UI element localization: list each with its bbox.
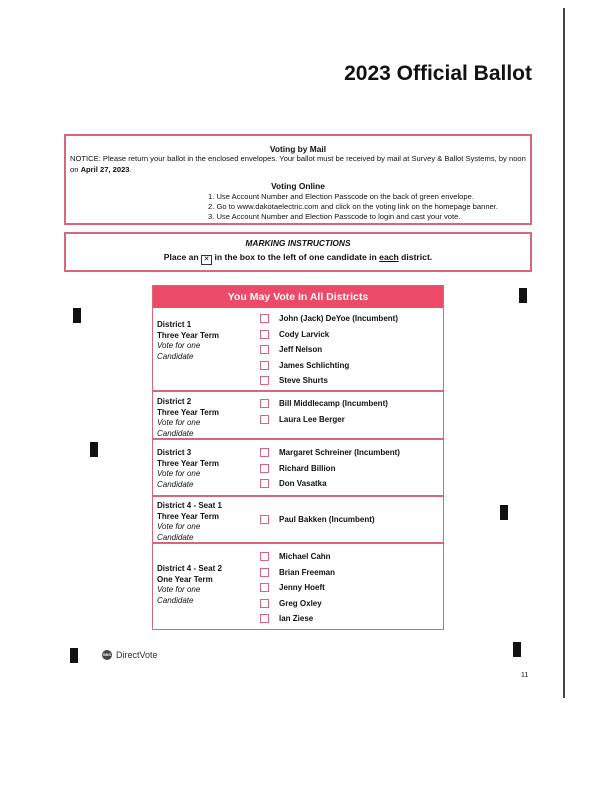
ballot-banner: You May Vote In All Districts [153, 286, 443, 308]
vote-checkbox[interactable] [260, 599, 269, 608]
vote-checkbox[interactable] [260, 515, 269, 524]
candidate-name: Bill Middlecamp (Incumbent) [279, 399, 388, 409]
vote-instruction: Candidate [157, 428, 194, 438]
redaction-mark [90, 442, 98, 457]
district-term: One Year Term [157, 574, 213, 584]
candidate-row[interactable] [260, 412, 388, 428]
candidate-row[interactable] [260, 476, 400, 492]
page-title: 2023 Official Ballot [344, 62, 532, 85]
candidate-name: Paul Bakken (Incumbent) [279, 515, 375, 525]
online-step: 2. Go to www.dakotaelectric.com and click on the voting link on the homepage banner. [208, 202, 498, 212]
vote-instruction: Candidate [157, 479, 194, 489]
candidate-name: Michael Cahn [279, 552, 331, 562]
candidate-name: Brian Freeman [279, 567, 336, 577]
district-info [157, 320, 219, 362]
candidate-row[interactable] [260, 512, 375, 528]
vote-checkbox[interactable] [260, 464, 269, 473]
vote-instruction: Vote for one [157, 418, 201, 427]
district-name: District 4 - Seat 1 [157, 501, 222, 510]
district-info [157, 448, 219, 490]
district-term: Three Year Term [157, 511, 219, 521]
marking-heading: MARKING INSTRUCTIONS [245, 238, 351, 248]
candidate-list [260, 396, 388, 427]
candidate-row[interactable] [260, 549, 335, 565]
candidate-row[interactable] [260, 311, 398, 327]
vote-checkbox[interactable] [260, 345, 269, 354]
district-info [157, 397, 219, 439]
page-edge-line [563, 8, 565, 698]
candidate-list [260, 445, 400, 492]
district-term: Three Year Term [157, 458, 219, 468]
vote-instruction: Candidate [157, 595, 194, 605]
district-section [153, 390, 443, 438]
district-name: District 2 [157, 397, 192, 406]
x-box-icon: ✕ [201, 255, 212, 265]
district-name: District 4 - Seat 2 [157, 564, 222, 573]
candidate-row[interactable] [260, 596, 335, 612]
district-section [153, 308, 443, 390]
candidate-row[interactable] [260, 327, 398, 343]
logo-badge-icon: SBS [102, 650, 112, 660]
district-info [157, 564, 222, 606]
district-name: District 3 [157, 448, 192, 457]
candidate-list [260, 311, 398, 389]
marking-text [66, 252, 530, 265]
online-step: 1. Use Account Number and Election Passcode on the back of green envelope. [208, 191, 474, 201]
vote-checkbox[interactable] [260, 448, 269, 457]
candidate-name: Don Vasatka [279, 479, 327, 489]
vote-checkbox[interactable] [260, 568, 269, 577]
vote-checkbox[interactable] [260, 314, 269, 323]
vote-instruction: Candidate [157, 351, 194, 361]
candidate-name: Margaret Schreiner (Incumbent) [279, 448, 400, 458]
candidate-name: Richard Billion [279, 463, 336, 473]
vote-checkbox[interactable] [260, 614, 269, 623]
vote-checkbox[interactable] [260, 415, 269, 424]
mail-heading: Voting by Mail [269, 144, 327, 154]
candidate-name: Jeff Nelson [279, 345, 323, 355]
marking-instructions-box [64, 232, 532, 272]
notice-text: NOTICE: Please return your ballot in the enclosed envelopes. Your ballot must be received by mail at Survey & Ballot Systems, by noon on [70, 154, 526, 174]
candidate-row[interactable] [260, 342, 398, 358]
district-term: Three Year Term [157, 330, 219, 340]
candidate-name: John (Jack) DeYoe (Incumbent) [279, 314, 398, 324]
candidate-row[interactable] [260, 358, 398, 374]
redaction-mark [70, 648, 78, 663]
vote-checkbox[interactable] [260, 583, 269, 592]
candidate-list [260, 512, 375, 528]
redaction-mark [513, 642, 521, 657]
redaction-mark [73, 308, 81, 323]
candidate-name: Jenny Hoeft [279, 583, 325, 593]
deadline-date: April 27, 2023 [80, 164, 130, 174]
candidate-row[interactable] [260, 373, 398, 389]
candidate-row[interactable] [260, 565, 335, 581]
candidate-row[interactable] [260, 580, 335, 596]
vote-checkbox[interactable] [260, 399, 269, 408]
redaction-mark [500, 505, 508, 520]
vote-instruction: Vote for one [157, 522, 201, 531]
online-heading: Voting Online [271, 181, 325, 192]
district-term: Three Year Term [157, 407, 219, 417]
candidate-row[interactable] [260, 611, 335, 627]
candidate-name: Ian Ziese [279, 614, 314, 624]
candidate-row[interactable] [260, 445, 400, 461]
online-steps [66, 192, 530, 223]
vote-checkbox[interactable] [260, 361, 269, 370]
candidate-name: Greg Oxley [279, 598, 322, 608]
online-step: 3. Use Account Number and Election Passcode to login and cast your vote. [208, 212, 461, 222]
candidate-list [260, 549, 335, 627]
vote-instruction: Vote for one [157, 341, 201, 350]
vote-instruction: Candidate [157, 532, 194, 542]
district-section [153, 438, 443, 495]
districts-list [153, 308, 443, 627]
district-section [153, 495, 443, 542]
voting-by-mail-box [64, 134, 532, 225]
district-info [157, 501, 222, 543]
candidate-name: James Schlichting [279, 360, 350, 370]
candidate-name: Laura Lee Berger [279, 414, 345, 424]
ballot-table [152, 285, 444, 630]
vote-checkbox[interactable] [260, 552, 269, 561]
logo-text: DirectVote [116, 650, 158, 660]
district-name: District 1 [157, 320, 192, 329]
vote-checkbox[interactable] [260, 479, 269, 488]
vote-instruction: Vote for one [157, 469, 201, 478]
marking-text-emphasis: each [379, 252, 399, 262]
marking-text-part: in the box to the left of one candidate in [214, 252, 377, 262]
redaction-mark [519, 288, 527, 303]
mail-notice: NOTICE: Please return your ballot in the enclosed envelopes. Your ballot must be received by mail at Survey & Ballot Systems, by noon on April 27, 2023. [70, 154, 526, 174]
candidate-row[interactable] [260, 396, 388, 412]
directvote-logo [102, 650, 158, 660]
candidate-name: Cody Larvick [279, 329, 330, 339]
vote-checkbox[interactable] [260, 376, 269, 385]
candidate-row[interactable] [260, 461, 400, 477]
marking-text-part: Place an [163, 252, 199, 262]
candidate-name: Steve Shurts [279, 376, 328, 386]
page-number: 11 [521, 672, 529, 679]
marking-text-part: district. [401, 252, 433, 262]
district-section [153, 542, 443, 627]
vote-instruction: Vote for one [157, 585, 201, 594]
vote-checkbox[interactable] [260, 330, 269, 339]
